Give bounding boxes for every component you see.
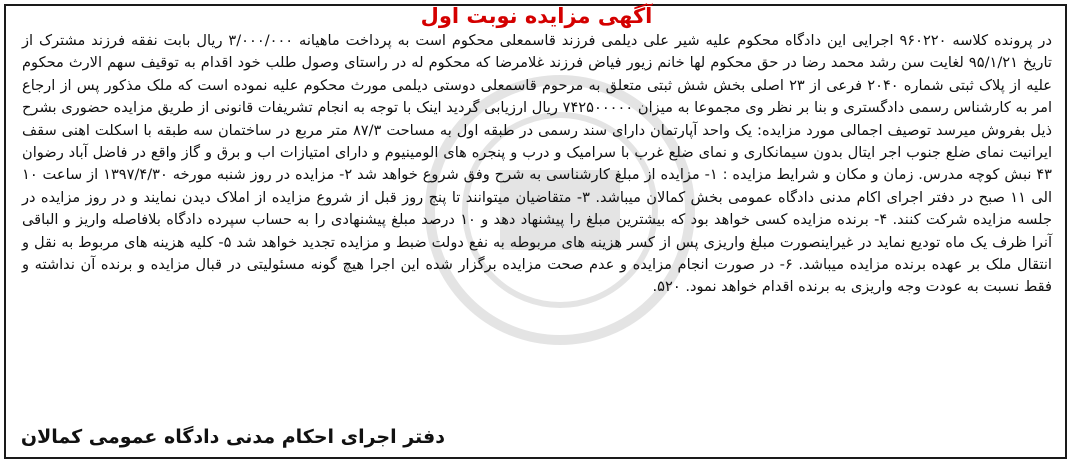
notice-signature: دفتر اجرای احکام مدنی دادگاه عمومی کمالان — [20, 426, 445, 448]
notice-body: در پرونده کلاسه ۹۶۰۲۲۰ اجرایی این دادگاه محکوم علیه شیر علی دیلمی فرزند قاسمعلی محکوم است به پرداخت ماهیانه ۳/۰۰۰/۰۰۰ ریال بابت نفقه فرزند مشترک از تاریخ ۹۵/۱/۲۱ لغایت سن رشد محمد رضا در حق محکوم لها خانم زیور فیاض فرزند غلامرضا که محکوم له در راستای وصول طلب خود اقدام به توقیف سهم الارث محکوم علیه از پلاک ثبتی شماره ۲۰۴۰ فرعی از ۲۳ اصلی بخش شش ثبتی متعلق به مرحوم قاسمعلی دوستی دیلمی مورث محکوم علیه نموده است که ملک مذکور پس از ارجاع امر به کارشناس رسمی دادگستری و بنا بر نظر وی مجموعا به میزان ۷۴۲۵۰۰۰۰۰ ریال ارزیابی گردید اینک با توجه به انجام تشریفات قانونی از طریق مزایده حضوری بشرح ذیل بفروش میرسد توصیف اجمالی مورد مزایده: یک واحد آپارتمان دارای سند رسمی در طبقه اول به مساحت ۸۷/۳ متر مربع در ساختمان سه طبقه با اسکلت اهنی سقف ایرانیت نمای ضلع جنوب اجر ایتال بدون سیمانکاری و نمای ضلع غرب با سرامیک و درب و پنجره های الومینیوم و دارای امتیازات اب و برق و گاز واقع در فاضل آباد رضوان ۴۳ نبش کوچه مدرس. زمان و مکان و شرایط مزایده : ۱- مزایده از مبلغ کارشناسی به شرح وفق شروع خواهد شد ۲- مزایده در روز شنبه مورخه ۱۳۹۷/۴/۳۰ از ساعت ۱۰ الی ۱۱ صبح در دفتر اجرای اکام مدنی دادگاه عمومی بخش کمالان میباشد. ۳- متقاضیان میتوانند تا پنج روز قبل از شروع مزایده از املاک دیدن نمایند و در روز مزایده در جلسه مزایده شرکت کنند. ۴- برنده مزایده کسی خواهد بود که بیشترین مبلغ را پیشنهاد دهد و ۱۰ درصد مبلغ پیشنهادی را به حساب سپرده دادگاه بلافاصله واریز و الباقی آنرا ظرف یک ماه تودیع نماید در غیراینصورت مبلغ واریزی پس از کسر هزینه های مربوطه به نفع دولت ضبط و مزایده تجدید خواهد شد ۵- کلیه هزینه های مربوط به نقل و انتقال ملک بر عهده برنده مزایده میباشد. ۶- در صورت انجام مزایده و عدم صحت مزایده برگزار شده این اجرا هیچ گونه مسئولیتی در قبال مزایده و برنده آن نداشته و فقط نسبت به عودت وجه واریزی به برنده اقدام خواهد نمود. ۵۲۰. — [22, 32, 1053, 296]
notice-title: آگهی مزایده نوبت اول — [420, 4, 653, 28]
